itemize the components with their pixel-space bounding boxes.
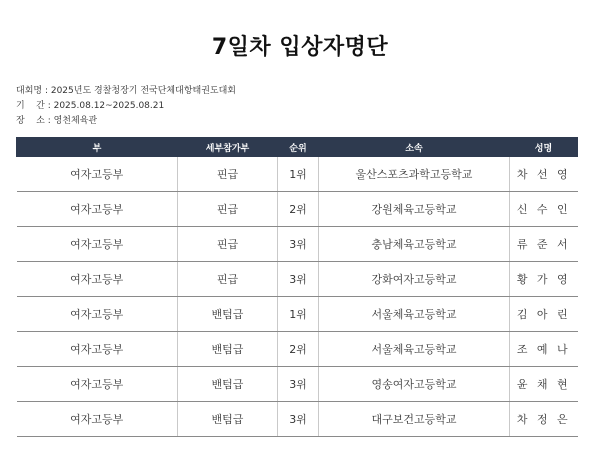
cell-name: 차 선 영 bbox=[510, 157, 578, 192]
table-row bbox=[17, 402, 578, 437]
cell-affiliation: 영송여자고등학교 bbox=[319, 367, 510, 402]
cell-rank: 3위 bbox=[278, 402, 319, 437]
event-name-row bbox=[16, 84, 236, 99]
event-period-label: 기 간 : bbox=[16, 101, 51, 111]
cell-name: 윤 채 현 bbox=[510, 367, 578, 402]
cell-affiliation: 서울체육고등학교 bbox=[319, 297, 510, 332]
cell-rank: 1위 bbox=[278, 297, 319, 332]
cell-rank: 3위 bbox=[278, 367, 319, 402]
event-venue-label: 장 소 : bbox=[16, 116, 51, 126]
event-name-label: 대회명 : bbox=[16, 86, 48, 96]
cell-division: 여자고등부 bbox=[17, 332, 178, 367]
cell-weight-class: 밴텀급 bbox=[178, 297, 278, 332]
event-period-value: 2025.08.12~2025.08.21 bbox=[53, 101, 165, 111]
header-rank: 순위 bbox=[278, 138, 319, 157]
cell-name: 신 수 인 bbox=[510, 192, 578, 227]
cell-affiliation: 충남체육고등학교 bbox=[319, 227, 510, 262]
cell-weight-class: 밴텀급 bbox=[178, 367, 278, 402]
cell-weight-class: 핀급 bbox=[178, 227, 278, 262]
table-row bbox=[17, 192, 578, 227]
cell-division: 여자고등부 bbox=[17, 227, 178, 262]
table-row bbox=[17, 332, 578, 367]
table-row bbox=[17, 262, 578, 297]
cell-name: 류 준 서 bbox=[510, 227, 578, 262]
cell-division: 여자고등부 bbox=[17, 262, 178, 297]
cell-division: 여자고등부 bbox=[17, 192, 178, 227]
cell-name: 차 정 은 bbox=[510, 402, 578, 437]
cell-division: 여자고등부 bbox=[17, 402, 178, 437]
event-venue-row bbox=[16, 114, 236, 129]
cell-affiliation: 울산스포츠과학고등학교 bbox=[319, 157, 510, 192]
table-header-row bbox=[17, 138, 578, 157]
cell-weight-class: 밴텀급 bbox=[178, 402, 278, 437]
cell-rank: 1위 bbox=[278, 157, 319, 192]
cell-affiliation: 서울체육고등학교 bbox=[319, 332, 510, 367]
winners-table bbox=[16, 137, 578, 437]
cell-name: 김 아 린 bbox=[510, 297, 578, 332]
header-division: 부 bbox=[17, 138, 178, 157]
event-venue-value: 영천체육관 bbox=[53, 116, 98, 126]
table-row bbox=[17, 367, 578, 402]
cell-affiliation: 강원체육고등학교 bbox=[319, 192, 510, 227]
cell-name: 조 예 나 bbox=[510, 332, 578, 367]
table-row bbox=[17, 297, 578, 332]
cell-rank: 2위 bbox=[278, 192, 319, 227]
cell-weight-class: 밴텀급 bbox=[178, 332, 278, 367]
event-name-value: 2025년도 경찰청장기 전국단체대항태권도대회 bbox=[50, 86, 236, 96]
cell-rank: 3위 bbox=[278, 262, 319, 297]
cell-rank: 3위 bbox=[278, 227, 319, 262]
table-row bbox=[17, 227, 578, 262]
cell-weight-class: 핀급 bbox=[178, 192, 278, 227]
cell-weight-class: 핀급 bbox=[178, 262, 278, 297]
header-weight-class: 세부참가부 bbox=[178, 138, 278, 157]
cell-division: 여자고등부 bbox=[17, 157, 178, 192]
cell-division: 여자고등부 bbox=[17, 297, 178, 332]
cell-weight-class: 핀급 bbox=[178, 157, 278, 192]
cell-division: 여자고등부 bbox=[17, 367, 178, 402]
event-period-row bbox=[16, 99, 236, 114]
cell-name: 황 가 영 bbox=[510, 262, 578, 297]
page-title: 7일차 입상자명단 bbox=[211, 35, 389, 60]
cell-affiliation: 강화여자고등학교 bbox=[319, 262, 510, 297]
cell-rank: 2위 bbox=[278, 332, 319, 367]
event-info bbox=[16, 84, 236, 129]
cell-affiliation: 대구보건고등학교 bbox=[319, 402, 510, 437]
table-row bbox=[17, 157, 578, 192]
header-name: 성명 bbox=[510, 138, 578, 157]
header-affiliation: 소속 bbox=[319, 138, 510, 157]
